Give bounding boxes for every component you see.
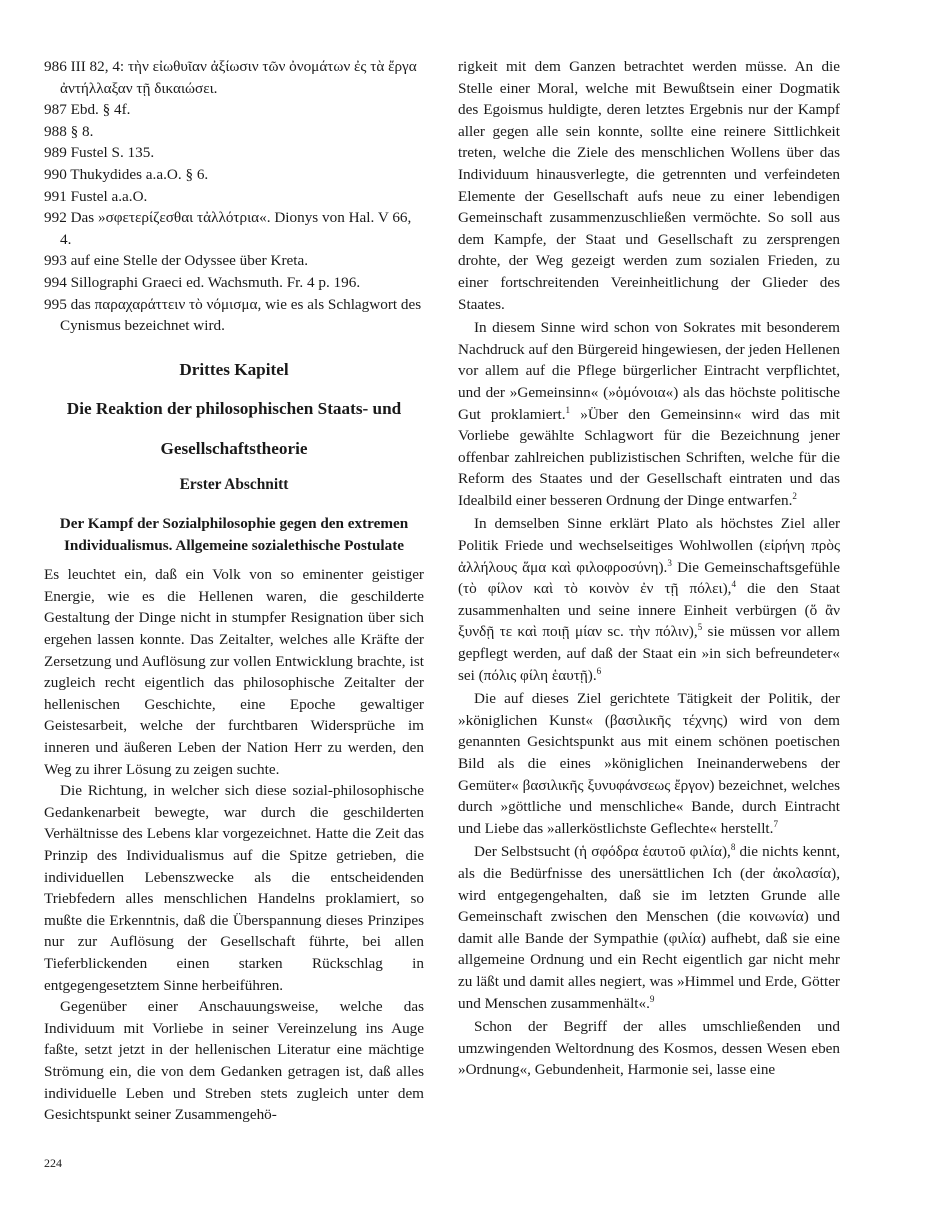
paragraph-text: Die auf dieses Ziel gerichtete Tätigkeit der Politik, der »königlichen Kunst« (βασιλικῆς τέχνης) wird von dem genannten Gesichtspunkt aus mit einem schönen poetischen Bild als die eines »königlichen Ineinanderwebens der Gemüter« βασιλικῆς ξυνυφάνσεως ἔργον) bezeichnet, welches durch »göttliche und menschliche« Bande, durch Eintracht und Liebe das »allerköstlichste Geflechte« herstellt. bbox=[458, 690, 840, 837]
paragraph: Es leuchtet ein, daß ein Volk von so eminenter geistiger Energie, wie es die Hellenen waren, die geschilderte Gestaltung der Dinge nicht in stumpfer Resignation über sich ergehen lassen konnte. Das Zeitalter, welches alle Kräfte der Zersetzung und Auflösung zur vollen Entwicklung brachte, ist zugleich recht eigentlich das philosophische Zeitalter der hellenischen Geschichte, eine Epoche gewaltiger Geistesarbeit, welche der furchtbaren Widersprüche im inneren und äußeren Leben der Nation Herr zu werden, den Weg zu ihrer Lösung zu zeigen suchte. bbox=[44, 566, 424, 778]
chapter-title-line1: Die Reaktion der philosophischen Staats- und bbox=[66, 399, 402, 419]
footnote: 989 Fustel S. 135. bbox=[44, 144, 155, 162]
footnote-ref: 2 bbox=[792, 490, 797, 501]
paragraph-text: sie müssen vor allem gepflegt werden, auf daß der Staat ein »in sich befreundeter« sei (πόλις φίλη ἑαυτῇ). bbox=[458, 623, 840, 684]
paragraph-text: »Über den Gemeinsinn« wird das mit Vorliebe gewählte Schlagwort für die Bezeichnung jener offenbar zahlreichen publizistischen Schriften, welche für die Reform des Staates und der Gesellschaft eintraten und das Idealbild einer besseren Ordnung der Dinge entwarfen. bbox=[458, 405, 840, 509]
footnote: 986 III 82, 4: τὴν εἰωθυῖαν ἀξίωσιν τῶν ὀνομάτων ἐς τὰ ἔργα ἀντήλλαξαν τῇ δικαιώσει. bbox=[44, 58, 417, 97]
paragraph-text: die nichts kennt, als die Bedürfnisse des unersättlichen Ich (der ἀκολασία), wird entgegengehalten, daß sie im letzten Grunde alle Gemeinschaft zwischen den Menschen (die κοινωνία) und damit alle Bande der Sympathie (φιλία) aufhebt, daß sie eine allgemeine Ordnung und ein Recht eigentlich gar nicht mehr zu läßt und damit alles negiert, was »Himmel und Erde, Götter und Menschen zusammenhält«. bbox=[458, 843, 840, 1012]
paragraph: Gegenüber einer Anschauungsweise, welche das Individuum mit Vorliebe in seiner Vereinzelung ins Auge faßte, setzt jetzt in der hellenischen Literatur eine mächtige Strömung ein, die von dem Gedanken getragen ist, daß alles individuelle Leben und Streben stets zugleich unter dem Gesichtspunkt seiner Zusammengehö- bbox=[44, 998, 424, 1124]
footnote: 990 Thukydides a.a.O. § 6. bbox=[44, 165, 209, 183]
paragraph: rigkeit mit dem Ganzen betrachtet werden müsse. An die Stelle einer Moral, welche mit Bewußtsein einer Dogmatik des Egoismus huldigte, deren letztes Ergebnis nur der Kampf aller gegen alle sein konnte, sollte eine reinere Sittlichkeit treten, welche die Ziele des menschlichen Wollens über das Individuum hinausverlegte, die getrennten und verfeindeten Elemente der Gesellschaft aufs neue zu einer lebendigen Gemeinschaft zusammenzuschließen vermöchte. So soll aus dem Kampfe, der Staat und Gesellschaft zu zersprengen drohte, der Weg gezeigt werden zum sozialen Frieden, zu einer fortschreitenden Vereinheitlichung der Glieder des Staates. bbox=[458, 58, 840, 313]
chapter-number: Drittes Kapitel bbox=[179, 359, 289, 379]
chapter-title-line2: Gesellschaftstheorie bbox=[160, 438, 308, 458]
paragraph-text: In demselben Sinne erklärt Plato als höchstes Ziel aller Politik Friede und wechselseitiges Wohlwollen (εἰρήνη πρὸς ἀλλήλους ἅμα καὶ φιλοφροσύνη). bbox=[458, 515, 840, 576]
footnote-ref: 6 bbox=[596, 665, 602, 676]
paragraph: Schon der Begriff der alles umschließenden und umzwingenden Weltordnung des Kosmos, dessen Wesen eben »Ordnung«, Gebundenheit, Harmonie sei, lasse eine bbox=[458, 1018, 840, 1079]
footnote-ref: 9 bbox=[649, 993, 655, 1004]
footnote: 995 das παραχαράττειν τὸ νόμισμα, wie es als Schlagwort des Cynismus bezeichnet wird. bbox=[44, 295, 422, 335]
right-column bbox=[458, 56, 840, 1081]
paragraph bbox=[458, 513, 840, 686]
footnote: 993 auf eine Stelle der Odyssee über Kreta. bbox=[44, 252, 308, 270]
left-column bbox=[44, 56, 424, 1126]
page-number: 224 bbox=[44, 1156, 62, 1170]
footnote-ref: 7 bbox=[773, 818, 779, 829]
paragraph-text: Die Gemeinschaftsgefühle (τὸ φίλον καὶ τὸ κοινὸν ἐν τῇ πόλει), bbox=[458, 558, 841, 598]
footnote-ref: 5 bbox=[697, 622, 703, 633]
paragraph-text: Der Selbstsucht (ἡ σφόδρα ἑαυτοῦ φιλία), bbox=[474, 843, 731, 861]
paragraph-text: die den Staat zusammenhalten und seine innere Einheit verbürgen (ὅ ἂν ξυνδῇ τε καὶ ποιῇ μίαν sc. τὴν πόλιν), bbox=[458, 580, 840, 641]
footnotes-block bbox=[44, 56, 424, 337]
paragraph bbox=[458, 688, 840, 839]
footnote: 988 § 8. bbox=[44, 122, 94, 140]
paragraph-text: In diesem Sinne wird schon von Sokrates mit besonderem Nachdruck auf den Bürgereid hingewiesen, der jeden Hellenen vor allem auf die Pflege bürgerlicher Eintracht verpflichtet, und der »Gemeinsinn« (»ὁμόνοια«) als das höchste politische Gut proklamiert. bbox=[458, 319, 840, 423]
footnote: 991 Fustel a.a.O. bbox=[44, 187, 148, 205]
footnote-ref: 8 bbox=[730, 842, 736, 853]
section-title: Erster Abschnitt bbox=[179, 475, 289, 493]
footnote: 987 Ebd. § 4f. bbox=[44, 101, 131, 119]
paragraph bbox=[458, 841, 840, 1014]
footnote: 992 Das »σφετερίζεσθαι τἀλλότρια«. Dionys von Hal. V 66, 4. bbox=[44, 209, 412, 248]
paragraph bbox=[458, 317, 840, 511]
footnote-ref: 1 bbox=[565, 404, 571, 415]
footnote-ref: 3 bbox=[667, 557, 672, 568]
footnote: 994 Sillographi Graeci ed. Wachsmuth. Fr. 4 p. 196. bbox=[44, 273, 361, 291]
footnote-ref: 4 bbox=[731, 579, 737, 590]
section-heading: Der Kampf der Sozialphilosophie gegen den extremen Individualismus. Allgemeine sozialethische Postulate bbox=[59, 515, 409, 554]
paragraph: Die Richtung, in welcher sich diese sozial-philosophische Gedankenarbeit bewegte, war durch die geschilderten Verhältnisse des Lebens klar vorgezeichnet. Hatte die Zeit das Prinzip des Individualismus auf die Spitze getrieben, die individuellen Lebenszwecke als die entscheidenden Triebfedern alles menschlichen Handelns proklamiert, so mußte die Erkenntnis, daß die Überspannung dieses Prinzipes nur zur Auflösung der Gesellschaft führte, bei allen Tieferblickenden einen starken Rückschlag in entgegengesetztem Sinne herbeiführen. bbox=[44, 782, 424, 994]
